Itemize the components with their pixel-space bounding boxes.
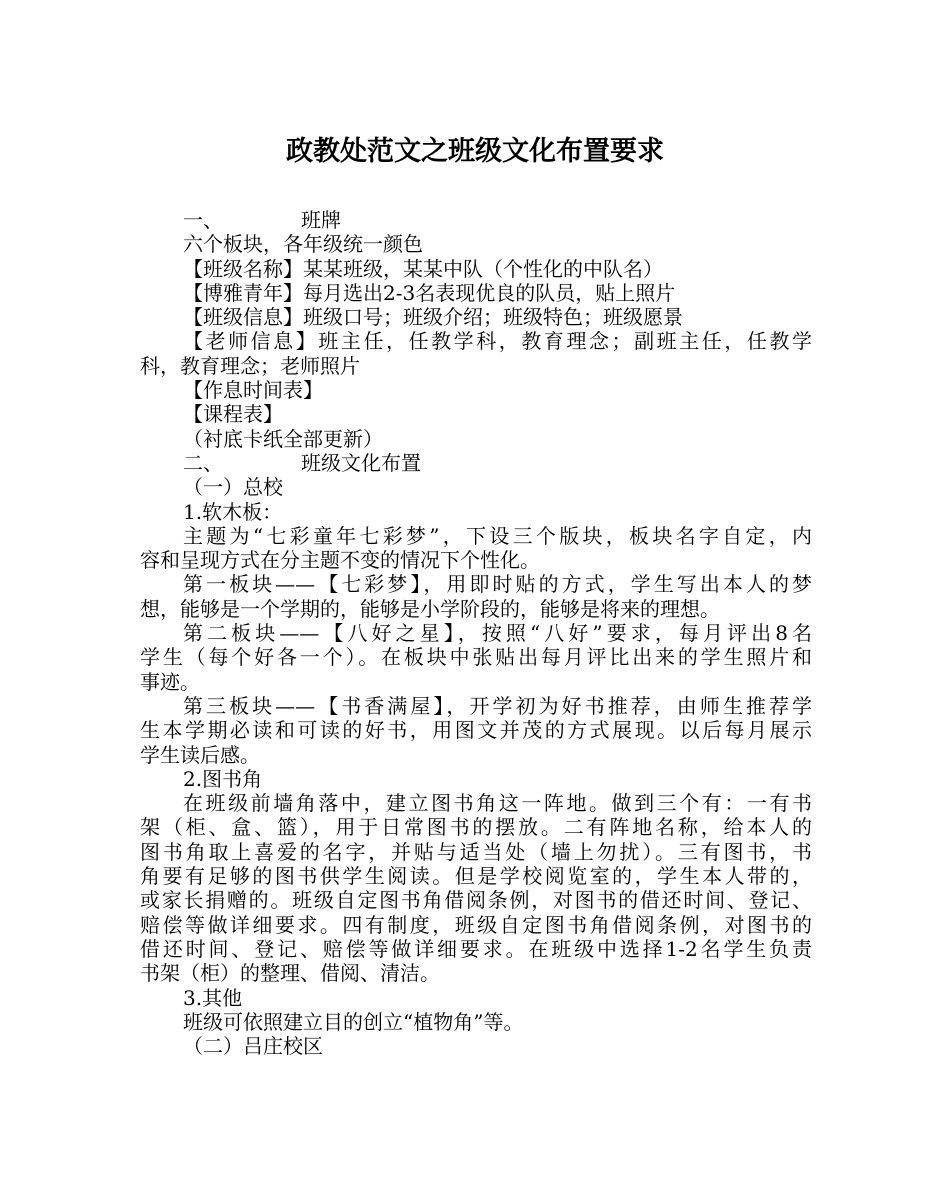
paragraph-line: 【班级名称】某某班级，某某中队（个性化的中队名）	[183, 256, 663, 281]
paragraph-line: 或家长捐赠的。班级自定图书角借阅条例，对图书的借还时间、登记、	[140, 888, 812, 913]
document-title: 政教处范文之班级文化布置要求	[286, 136, 664, 167]
paragraph-line: 事迹。	[140, 669, 200, 694]
section-title: 班牌	[301, 208, 341, 232]
paragraph-line: 【作息时间表】	[183, 378, 323, 403]
section-number: 一、	[183, 208, 223, 232]
paragraph-line: 科，教育理念；老师照片	[140, 353, 360, 378]
paragraph-line: 想，能够是一个学期的，能够是小学阶段的，能够是将来的理想。	[140, 596, 720, 621]
paragraph-line: 班级可依照建立目的创立“植物角”等。	[183, 1009, 524, 1034]
section-title: 班级文化布置	[301, 450, 421, 475]
paragraph-line: 图书角取上喜爱的名字，并贴与适当处（墙上勿扰）。三有图书，书	[140, 839, 812, 864]
paragraph-line: 学生读后感。	[140, 742, 260, 767]
paragraph-line: 生本学期必读和可读的好书，用图文并茂的方式展现。以后每月展示	[140, 718, 812, 743]
section-number: 二、	[183, 450, 223, 475]
paragraph-line: 第一板块——【七彩梦】，用即时贴的方式，学生写出本人的梦	[183, 572, 812, 597]
paragraph-line: 主题为“七彩童年七彩梦”，下设三个版块，板块名字自定，内	[183, 523, 812, 548]
paragraph-line: 【博雅青年】每月选出2-3名表现优良的队员，贴上照片	[183, 280, 676, 305]
paragraph-line: （衬底卡纸全部更新）	[183, 426, 383, 451]
document-body	[140, 208, 812, 1058]
paragraph-line: 在班级前墙角落中，建立图书角这一阵地。做到三个有：一有书	[183, 791, 812, 816]
paragraph-line: 学生（每个好各一个）。在板块中张贴出每月评比出来的学生照片和	[140, 645, 812, 670]
paragraph-line: 六个板块，各年级统一颜色	[183, 232, 423, 257]
paragraph-line: 【课程表】	[183, 402, 283, 427]
item-heading: 2.图书角	[183, 766, 263, 791]
item-heading: 3.其他	[183, 985, 243, 1010]
subsection-heading: （二）吕庄校区	[183, 1034, 323, 1059]
paragraph-line: 书架（柜）的整理、借阅、清洁。	[140, 961, 440, 986]
section-heading-2	[140, 451, 812, 475]
paragraph-line: 借还时间、登记、赔偿等做详细要求。在班级中选择1-2名学生负责	[140, 936, 812, 961]
paragraph-line: 架（柜、盒、篮），用于日常图书的摆放。二有阵地名称，给本人的	[140, 815, 812, 840]
paragraph-line: 【班级信息】班级口号；班级介绍；班级特色；班级愿景	[183, 305, 683, 330]
paragraph-line: 赔偿等做详细要求。四有制度，班级自定图书角借阅条例，对图书的	[140, 912, 812, 937]
section-heading-1	[140, 208, 812, 232]
paragraph-line: 角要有足够的图书供学生阅读。但是学校阅览室的，学生本人带的，	[140, 864, 812, 889]
paragraph-line: 【老师信息】班主任，任教学科，教育理念；副班主任，任教学	[183, 329, 812, 354]
subsection-heading: （一）总校	[183, 475, 283, 500]
paragraph-line: 容和呈现方式在分主题不变的情况下个性化。	[140, 548, 540, 573]
paragraph-line: 第二板块——【八好之星】，按照“八好”要求，每月评出8名	[183, 621, 812, 646]
item-heading: 1.软木板：	[183, 499, 283, 524]
paragraph-line: 第三板块——【书香满屋】，开学初为好书推荐，由师生推荐学	[183, 693, 812, 718]
